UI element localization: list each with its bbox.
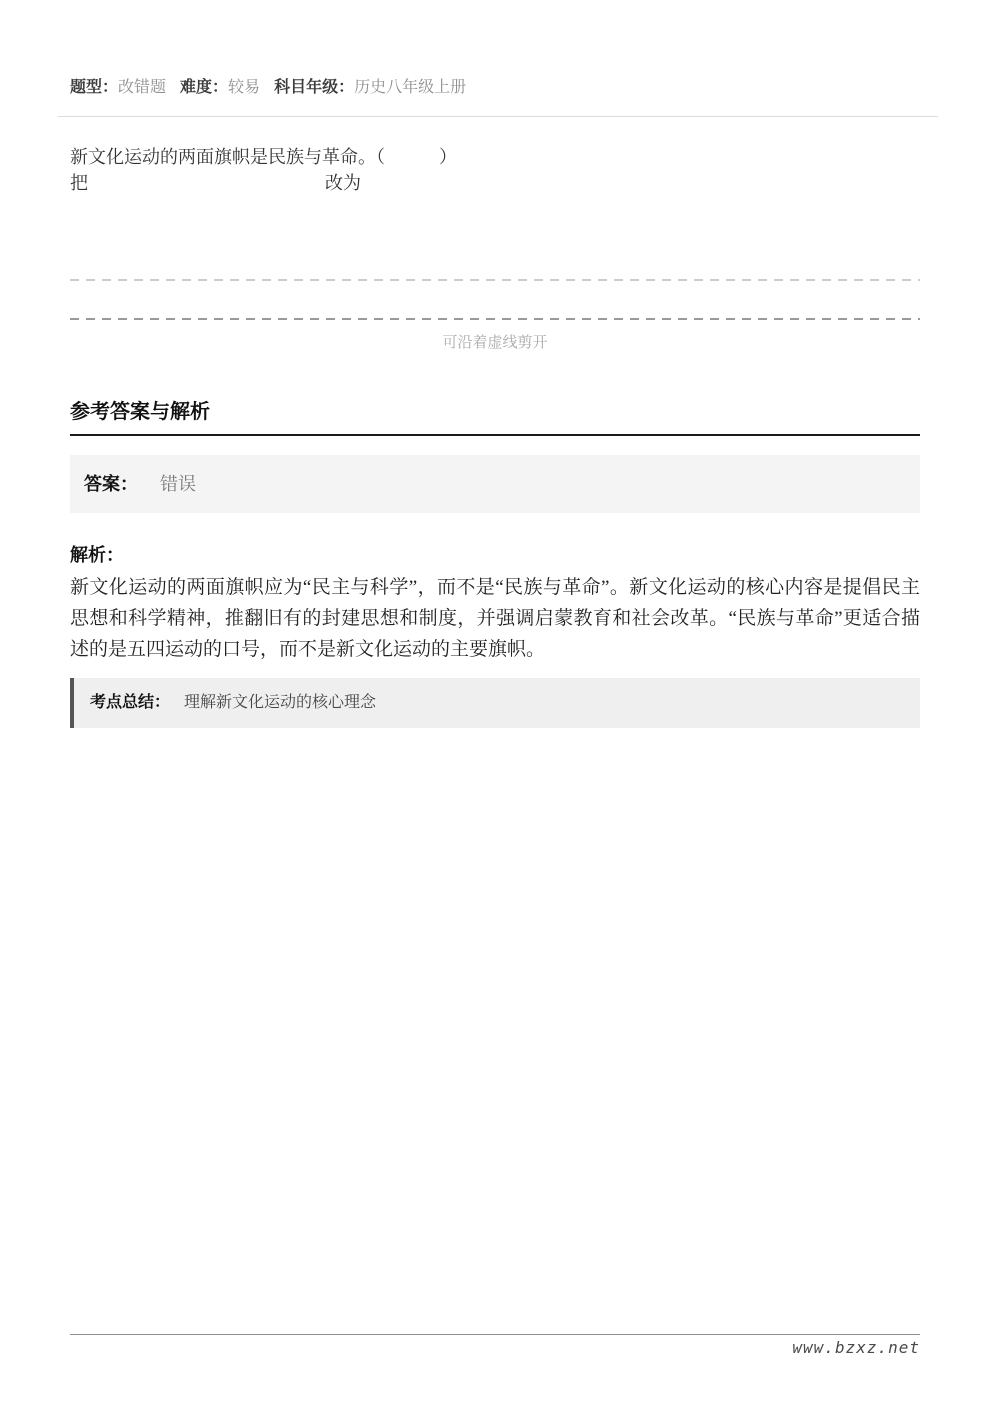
question-fill-line (70, 170, 920, 196)
fill-prefix: 把 (70, 173, 88, 193)
meta-value-type: 改错题 (118, 79, 167, 96)
analysis-label: 解析： (70, 545, 124, 565)
meta-label-type: 题型： (70, 79, 119, 96)
answer-label: 答案： (84, 474, 138, 494)
summary-box (70, 678, 920, 728)
cut-line-upper (70, 279, 920, 281)
meta-item-difficulty (180, 79, 260, 96)
meta-value-subject-grade: 历史八年级上册 (354, 79, 467, 96)
question-text: 新文化运动的两面旗帜是民族与革命。（ ） (70, 147, 457, 167)
meta-label-subject-grade: 科目年级： (274, 79, 355, 96)
summary-label: 考点总结： (90, 694, 171, 711)
meta-item-type (70, 79, 166, 96)
cut-note: 可沿着虚线剪开 (442, 335, 548, 351)
meta-label-difficulty: 难度： (180, 79, 229, 96)
page-footer (70, 1334, 920, 1358)
cut-line-lower (70, 318, 920, 320)
answer-section-heading: 参考答案与解析 (70, 399, 920, 436)
analysis-text: 新文化运动的两面旗帜应为“民主与科学”，而不是“民族与革命”。新文化运动的核心内容是提倡民主思想和科学精神，推翻旧有的封建思想和制度，并强调启蒙教育和社会改革。“民族与革命”更适合描述的是五四运动的口号，而不是新文化运动的主要旗帜。 (70, 577, 920, 660)
answer-value: 错误 (160, 474, 196, 494)
summary-value: 理解新文化运动的核心理念 (184, 694, 377, 711)
fill-middle: 改为 (325, 173, 361, 193)
fill-blank-1 (88, 188, 325, 189)
question-meta-row (70, 76, 920, 100)
header-divider (58, 116, 938, 117)
footer-website: www.bzxz.net (792, 1338, 920, 1357)
answer-box (70, 455, 920, 513)
meta-item-subject-grade (274, 79, 466, 96)
meta-value-difficulty: 较易 (228, 79, 261, 96)
